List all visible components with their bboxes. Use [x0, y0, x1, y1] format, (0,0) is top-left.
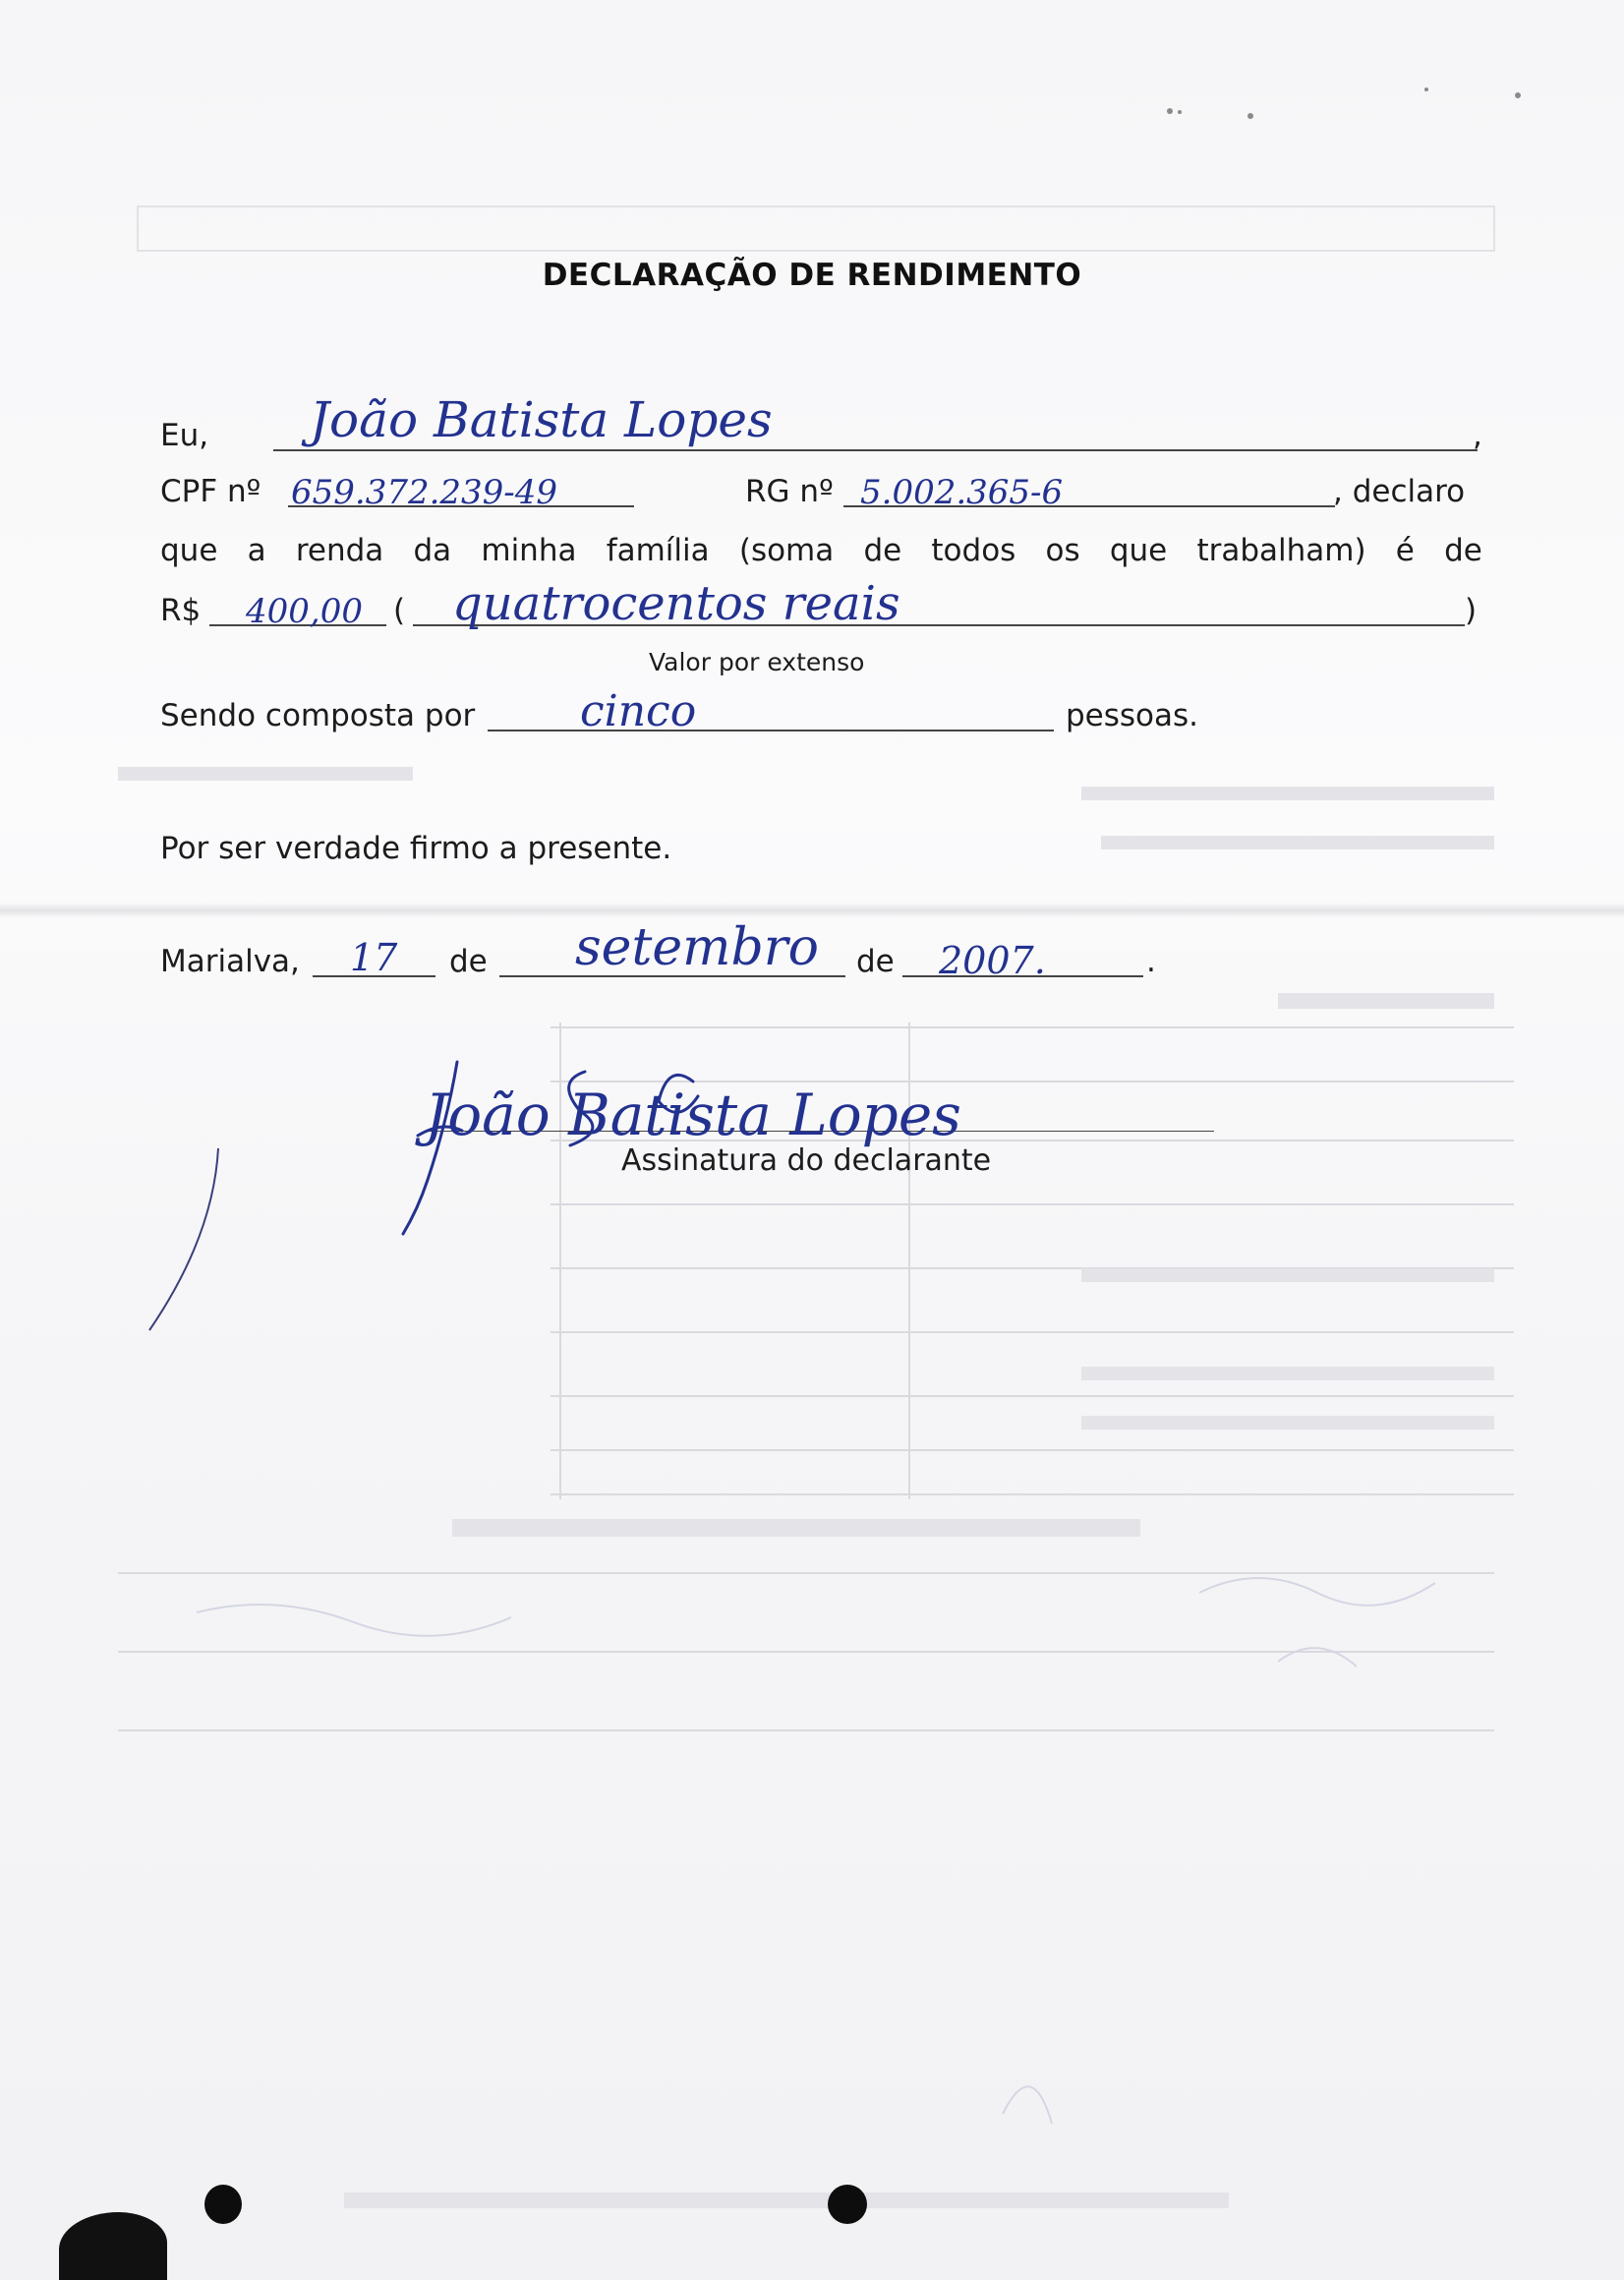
label-sendo-composta: Sendo composta por	[160, 698, 476, 733]
label-de-1: de	[449, 944, 488, 979]
open-paren: (	[393, 593, 406, 628]
label-rs: R$	[160, 593, 202, 628]
caption-valor-por-extenso: Valor por extenso	[649, 648, 865, 676]
income-sentence-word: que	[160, 533, 218, 568]
name-handwritten: João Batista Lopes	[310, 391, 773, 448]
income-sentence-word: de	[863, 533, 902, 568]
signature-caption: Assinatura do declarante	[621, 1143, 992, 1178]
income-sentence-word: os	[1045, 533, 1080, 568]
label-rg: RG nº	[745, 474, 834, 509]
people-line	[488, 730, 1054, 731]
people-handwritten: cinco	[580, 686, 697, 736]
amount-handwritten: 400,00	[246, 592, 363, 631]
income-sentence	[160, 533, 1482, 568]
label-pessoas: pessoas.	[1066, 698, 1199, 733]
scan-shadow	[59, 2212, 167, 2280]
text-declaro: , declaro	[1333, 474, 1466, 509]
income-sentence-word: todos	[931, 533, 1016, 568]
paper-fold	[0, 903, 1624, 918]
document-title: DECLARAÇÃO DE RENDIMENTO	[542, 258, 1082, 293]
year-handwritten: 2007.	[939, 939, 1046, 982]
signature-handwritten: João Batista Lopes	[425, 1082, 961, 1148]
label-eu: Eu,	[160, 418, 209, 453]
name-line	[273, 449, 1478, 451]
pen-stroke-icon	[138, 1140, 226, 1337]
label-city: Marialva,	[160, 944, 300, 979]
income-sentence-word: família	[606, 533, 710, 568]
month-handwritten: setembro	[575, 918, 819, 977]
day-handwritten: 17	[350, 936, 398, 979]
punch-hole-left	[204, 2185, 242, 2224]
rg-handwritten: 5.002.365-6	[860, 473, 1064, 512]
amount-words-handwritten: quatrocentos reais	[452, 576, 900, 631]
date-period: .	[1146, 944, 1156, 979]
label-de-2: de	[856, 944, 895, 979]
income-sentence-word: minha	[481, 533, 577, 568]
income-sentence-word: que	[1109, 533, 1168, 568]
income-sentence-word: da	[413, 533, 452, 568]
closing-sentence: Por ser verdade firmo a presente.	[160, 831, 672, 866]
punch-hole-right	[828, 2185, 867, 2224]
income-sentence-word: a	[247, 533, 266, 568]
income-sentence-word: de	[1444, 533, 1482, 568]
income-sentence-word: renda	[295, 533, 384, 568]
income-sentence-word: trabalham)	[1196, 533, 1366, 568]
close-paren: )	[1465, 593, 1478, 628]
income-sentence-word: (soma	[738, 533, 835, 568]
cpf-handwritten: 659.372.239-49	[291, 473, 558, 512]
income-sentence-word: é	[1395, 533, 1415, 568]
name-comma: ,	[1473, 418, 1482, 453]
label-cpf: CPF nº	[160, 474, 261, 509]
